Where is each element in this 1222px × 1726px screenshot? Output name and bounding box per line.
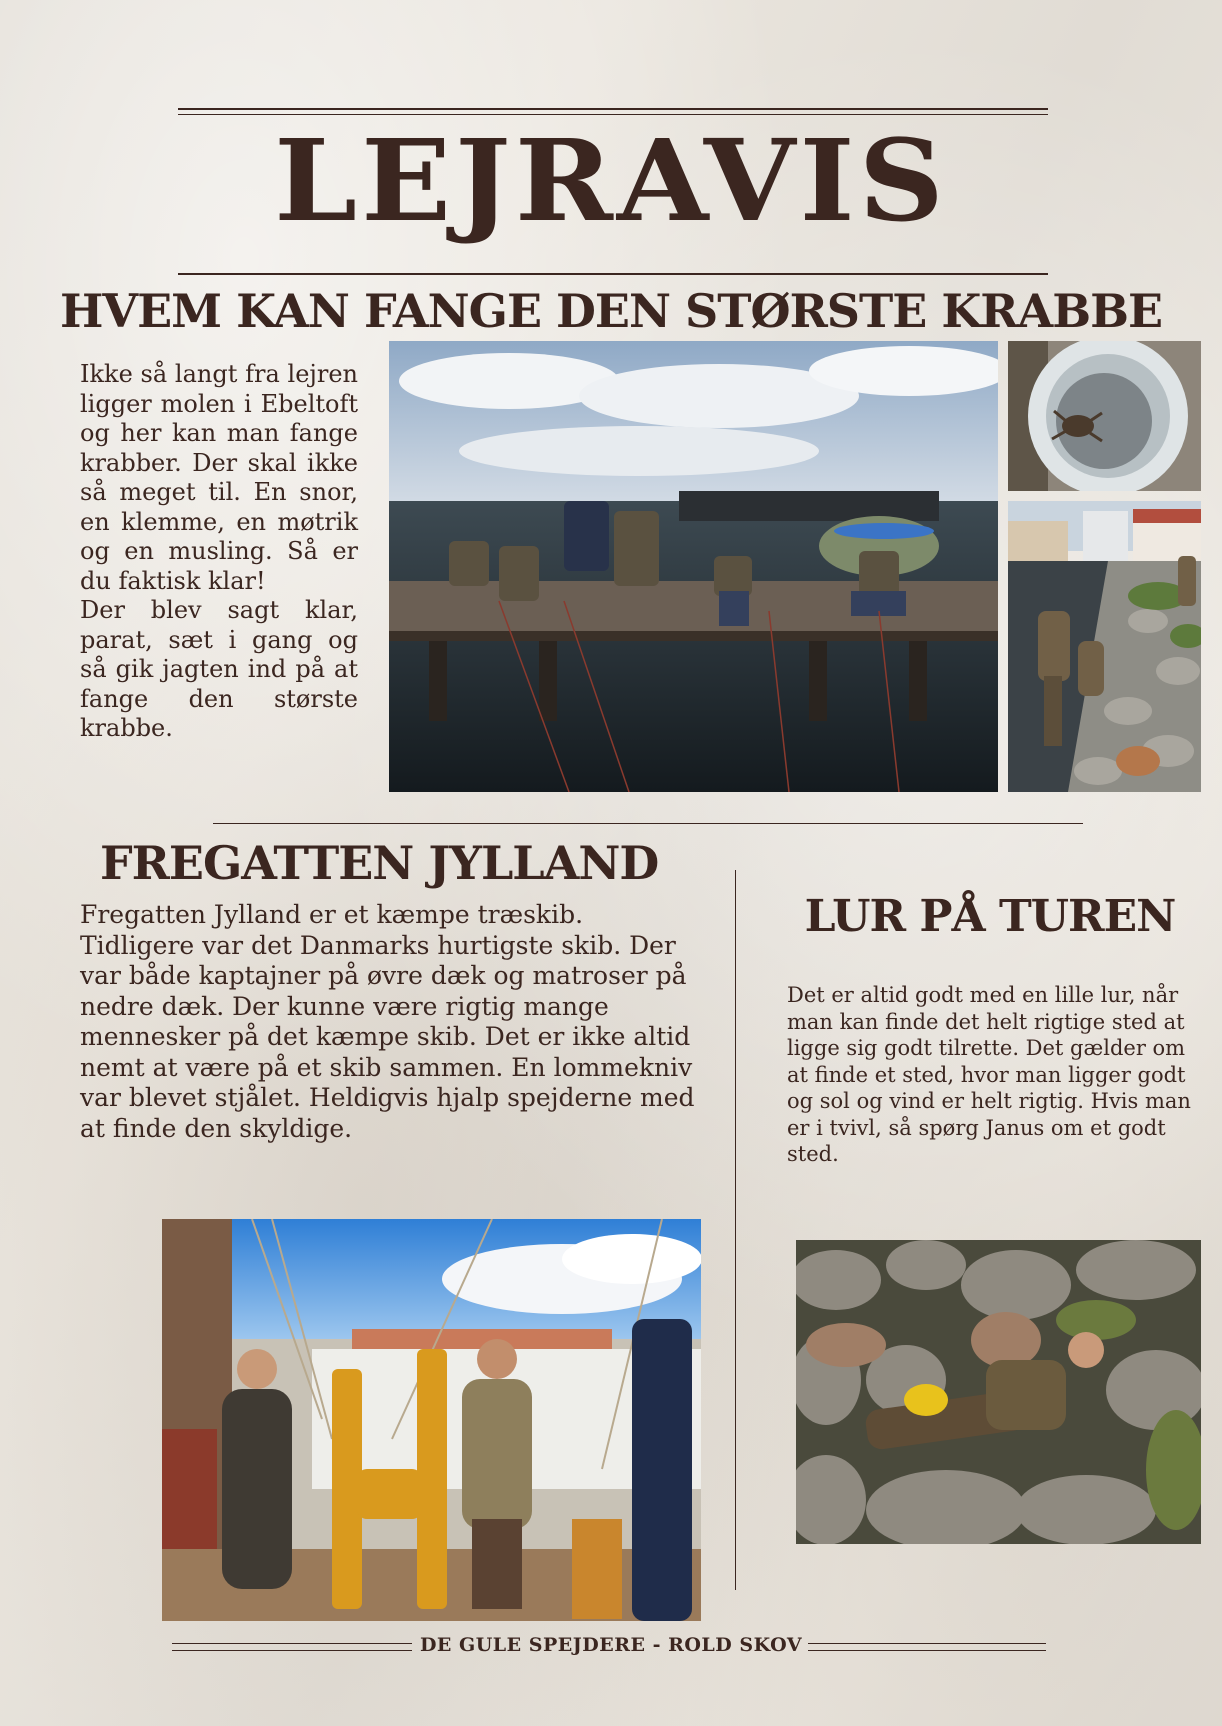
frigate-headline: FREGATTEN JYLLAND [100, 836, 659, 890]
nap-headline: LUR PÅ TUREN [804, 891, 1176, 942]
pier-photo [389, 341, 998, 792]
masthead-top-rule [178, 108, 1048, 110]
masthead-bottom-rule [178, 273, 1048, 275]
frigate-deck-photo [162, 1219, 701, 1621]
crab-paragraph-2: Der blev sagt klar, parat, sæt i gang og så gik jagten ind på at fange den største krabbe. [80, 596, 358, 742]
rocks-scouts-photo [1008, 501, 1201, 792]
footer-text: DE GULE SPEJDERE - ROLD SKOV [419, 1634, 803, 1656]
section-divider [213, 823, 1083, 824]
column-divider [735, 870, 736, 1590]
nap-on-rocks-photo [796, 1240, 1201, 1544]
frigate-article-text: Fregatten Jylland er et kæmpe træskib. Tidligere var det Danmarks hurtigste skib. Der var både kaptajner på øvre dæk og matroser på nedre dæk. Der kunne være rigtig mange mennesker på det kæmpe skib. Det er ikke altid nemt at være på et skib sammen. En lommekniv var blevet stjålet. Heldigvis hjalp spejderne med at finde den skyldige. [80, 900, 695, 1143]
masthead-title: LEJRAVIS [274, 114, 948, 247]
crab-headline: HVEM KAN FANGE DEN STØRSTE KRABBE [59, 284, 1163, 338]
crab-paragraph-1: Ikke så langt fra lejren ligger molen i Ebeltoft og her kan man fange krabber. Der skal ikke så meget til. En snor, en klemme, en møtrik og en musling. Så er du faktisk klar! [80, 360, 358, 595]
nap-article-text: Det er altid godt med en lille lur, når man kan finde det helt rigtige sted at ligge sig godt tilrette. Det gælder om at finde et sted, hvor man ligger godt og sol og vind er helt rigtig. Hvis man er i tvivl, så spørg Janus om et godt sted. [787, 983, 1191, 1166]
crab-article-text [80, 360, 358, 744]
crab-cup-photo [1008, 341, 1201, 491]
